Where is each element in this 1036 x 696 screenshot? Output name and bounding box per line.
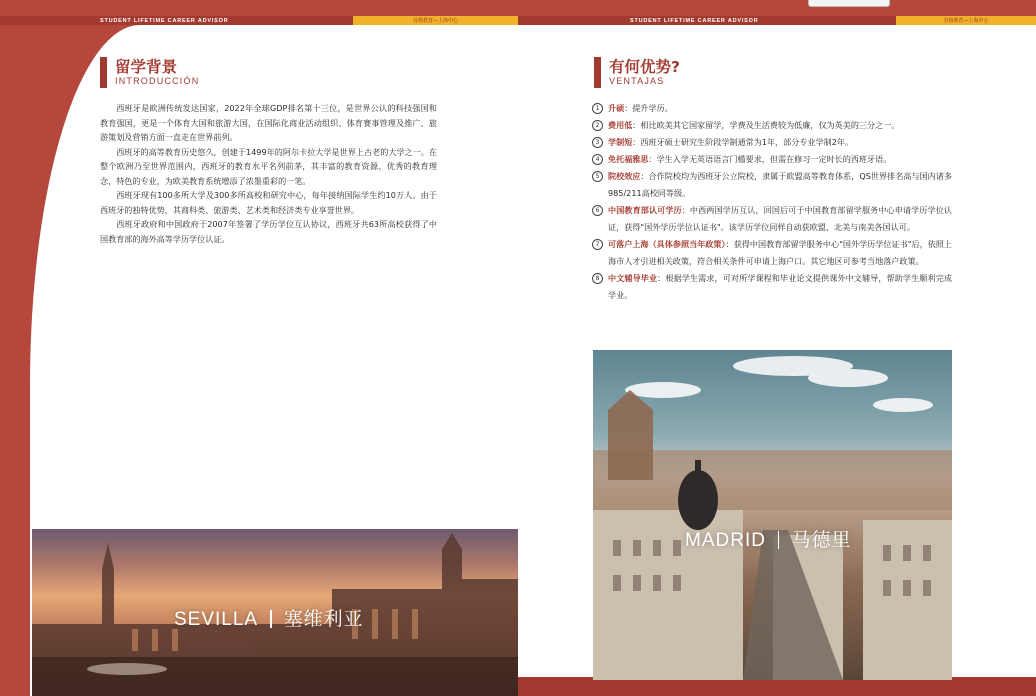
madrid-caption [685,525,851,552]
left-header-tagline: STUDENT LIFETIME CAREER ADVISOR [0,16,353,25]
intro-body [100,101,437,246]
advantage-item [592,134,952,151]
advantage-number: 2 [592,120,603,131]
intro-paragraph: 西班牙现有100多所大学及300多所高校和研究中心，每年接纳国际学生约10万人。由于西班牙的独特优势，其商科类、旅游类、艺术类和经济类专业享誉世界。 [100,190,437,215]
madrid-photo [593,350,952,680]
advantage-text: ：西班牙硕士研究生阶段学制通常为1年，部分专业学制2年。 [632,137,854,147]
sevilla-caption [174,604,364,631]
intro-paragraph: 西班牙的高等教育历史悠久，创建于1499年的阿尔卡拉大学是世界上古老的大学之一。在整个欧洲乃至世界范围内，西班牙的教育水平名列前茅，其丰富的教育资源、优秀的教育理念，特色的专业，为欧美教育系统增添了浓墨重彩的一笔。 [100,146,437,186]
left-header-center: 苏格教育—上海中心 [353,16,518,25]
advantage-number: 7 [592,239,603,250]
advantage-text: ：中西两国学历互认，回国后可于中国教育部留学服务中心申请学历学位认证，获得"国外学历学位认证书"。该学历学位同样自动获欧盟、北美与南美各国认可。 [608,205,952,232]
advantage-text: ：合作院校均为西班牙公立院校，隶属于欧盟高等教育体系，QS世界排名高与国内诸多985/211高校同等级。 [608,171,952,198]
section-title-zh: 有何优势? [609,58,680,76]
advantage-number: 4 [592,154,603,165]
intro-paragraph: 西班牙是欧洲传统发达国家，2022年全球GDP排名第十三位，是世界公认的科技强国和教育强国，更是一个体育大国和旅游大国，在国际化商业活动组织、体育赛事管理及推广、旅游策划及营销方面一直走在世界前列。 [100,103,437,142]
advantage-number: 3 [592,137,603,148]
advantage-keyword: 免托福雅思 [608,154,649,164]
left-header-bar [0,16,518,25]
advantage-number: 1 [592,103,603,114]
advantage-keyword: 院校效应 [608,171,641,181]
advantage-keyword: 可落户上海（具体参照当年政策） [608,239,726,249]
section-title-es: INTRODUCCIÓN [115,76,200,86]
advantage-number: 6 [592,205,603,216]
advantage-keyword: 升硕 [608,103,625,113]
advantage-keyword: 费用低 [608,120,633,130]
advantage-text: ：提升学历。 [624,103,673,113]
advantage-item [592,270,952,304]
advantage-keyword: 中文辅导毕业 [608,273,658,283]
sevilla-photo [32,529,518,696]
advantage-keyword: 中国教育部认可学历 [608,205,682,215]
advantage-item [592,151,952,168]
caption-divider [778,531,780,549]
advantage-text: ：根据学生需求，可对所学课程和毕业论文提供课外中文辅导，帮助学生顺利完成学业。 [608,273,952,300]
heading-accent-bar [100,57,107,88]
caption-divider [270,610,272,628]
advantage-text: ：学生入学无英语语言门槛要求，但需在修习一定时长的西班牙语。 [648,154,892,164]
advantage-number: 5 [592,171,603,182]
advantage-item [592,236,952,270]
viewer-zoom-control[interactable] [808,0,890,7]
advantage-keyword: 学制短 [608,137,633,147]
section-title-zh: 留学背景 [115,58,178,76]
right-header-tagline: STUDENT LIFETIME CAREER ADVISOR [518,16,896,25]
advantage-item [592,117,952,134]
advantage-item [592,202,952,236]
madrid-caption-zh: 马德里 [791,530,852,551]
advantage-text: ：获得中国教育部留学服务中心"国外学历学位证书"后，依照上海市人才引进相关政策，符合相关条件可申请上海户口。其它地区可参考当地落户政策。 [608,239,953,266]
heading-accent-bar [594,57,601,88]
sevilla-caption-es: SEVILLA [174,609,259,630]
advantage-number: 8 [592,273,603,284]
advantages-list [592,100,952,304]
intro-paragraph: 西班牙政府和中国政府于2007年签署了学历学位互认协议，西班牙共63所高校获得了中国教育部的海外高等学历学位认证。 [100,219,437,244]
advantage-item [592,168,952,202]
sevilla-caption-zh: 塞维利亚 [283,609,364,630]
advantage-item [592,100,952,117]
right-header-bar [518,16,1036,25]
madrid-caption-es: MADRID [685,530,766,551]
advantage-text: ：相比欧美其它国家留学，学费及生活费较为低廉，仅为英美的三分之一。 [632,120,900,130]
right-header-center: 苏格教育—上海中心 [896,16,1036,25]
section-title-es: VENTAJAS [609,76,665,86]
madrid-cityscape-illustration [593,350,952,680]
